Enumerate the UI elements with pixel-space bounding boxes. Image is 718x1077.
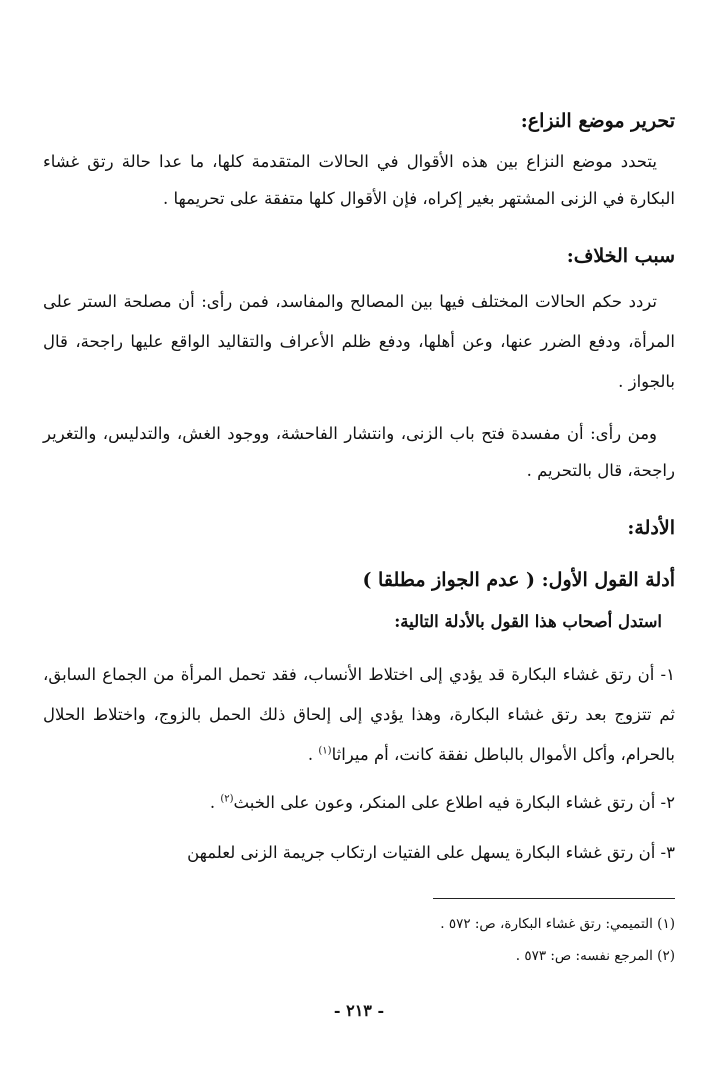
footnote-ref-2: (٢) — [220, 793, 234, 805]
heading-first-opinion: أدلة القول الأول: ( عدم الجواز مطلقا ) — [362, 569, 675, 591]
evidence-item-2-text: ٢- أن رتق غشاء البكارة فيه اطلاع على المنكر، وعون على الخبث — [233, 793, 675, 812]
footnote-2: (٢) المرجع نفسه: ص: ٥٧٣ . — [515, 948, 675, 964]
heading-cause: سبب الخلاف: — [566, 245, 675, 267]
evidence-item-1 — [43, 655, 675, 775]
paragraph-cause-2: ومن رأى: أن مفسدة فتح باب الزنى، وانتشار الفاحشة، ووجود الغش، والتدليس، والتغرير راجحة، قال بالتحريم . — [43, 424, 675, 480]
footnote-1: (١) التميمي: رتق غشاء البكارة، ص: ٥٧٢ . — [440, 916, 675, 932]
heading-dispute: تحرير موضع النزاع: — [520, 110, 675, 132]
footnote-ref-1: (١) — [318, 745, 332, 757]
paragraph-cause-1: تردد حكم الحالات المختلف فيها بين المصالح والمفاسد، فمن رأى: أن مصلحة الستر على المرأة، ودفع الضرر عنها، وعن أهلها، ودفع ظلم الأعراف والتقاليد الواقع عليها راجحة، قال بالجواز . — [43, 292, 675, 391]
evidence-item-2 — [43, 784, 675, 821]
paragraph-dispute: يتحدد موضع النزاع بين هذه الأقوال في الحالات المتقدمة كلها، ما عدا حالة رتق غشاء البكارة في الزنى المشتهر بغير إكراه، فإن الأقوال كلها متفقة على تحريمها . — [43, 152, 675, 208]
heading-evidence: الأدلة: — [627, 517, 675, 539]
evidence-item-1-text: ١- أن رتق غشاء البكارة قد يؤدي إلى اختلاط الأنساب، فقد تحمل المرأة من الجماع السابق، ثم تتزوج بعد رتق غشاء البكارة، وهذا يؤدي إلى إلحاق ذلك الحمل بالزوج، واختلاط الحلال بالحرام، وأكل الأموال بالباطل نفقة كانت، أم ميراثا — [43, 665, 675, 764]
page-number: - ٢١٣ - — [333, 1001, 385, 1020]
footnote-divider — [433, 898, 675, 899]
evidence-intro: استدل أصحاب هذا القول بالأدلة التالية: — [394, 612, 662, 631]
evidence-item-1-end: . — [307, 745, 319, 764]
evidence-item-2-end: . — [209, 793, 221, 812]
evidence-item-3: ٣- أن رتق غشاء البكارة يسهل على الفتيات ارتكاب جريمة الزنى لعلمهن — [187, 843, 675, 862]
